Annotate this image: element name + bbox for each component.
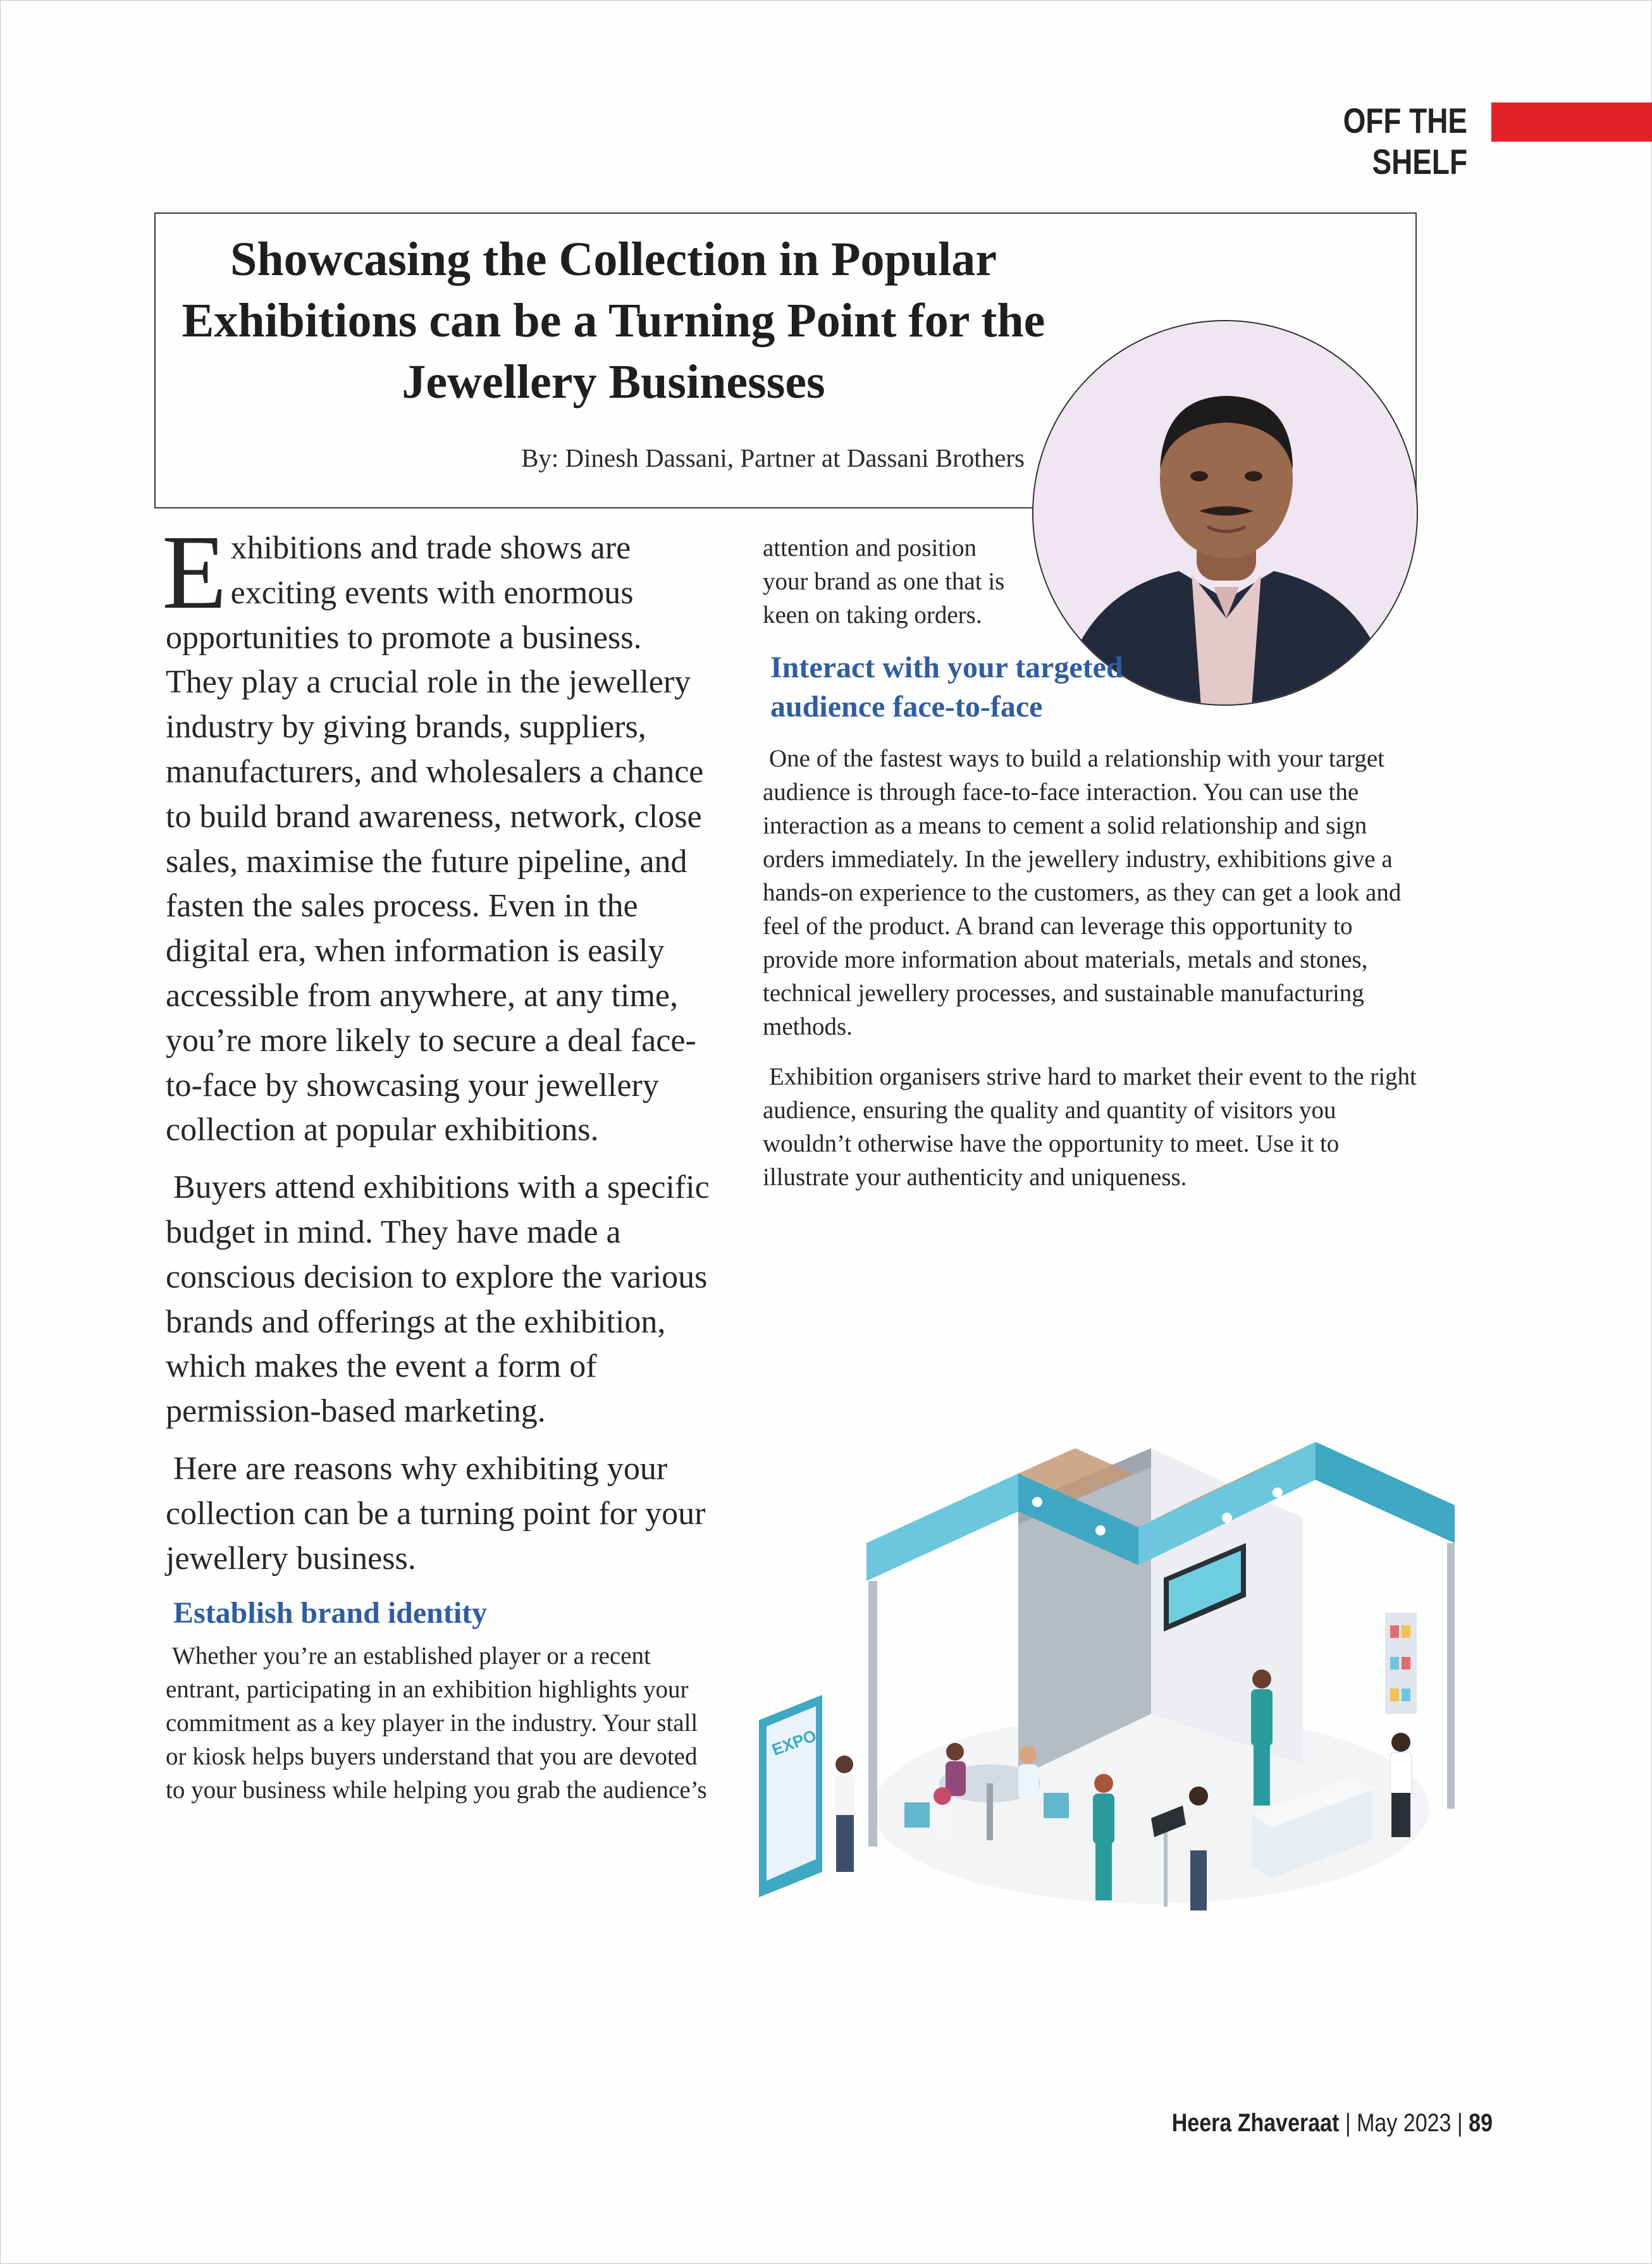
drop-cap: E (162, 514, 227, 631)
section-text-face-to-face-1: One of the fastest ways to build a relationship with your target audience is through face-to-face interaction. You can use the interaction as a means to cement a solid relationship and sign orders immediately. In the jewellery industry, exhibitions give a hands-on experience to the customers, as they can get a look and feel of the product. A brand can leverage this opportunity to provide more information about materials, metals and stones, technical jewellery processes, and sustainable manufacturing methods. (763, 745, 1402, 1040)
issue-date: May 2023 (1357, 2109, 1452, 2137)
intro-text: xhibitions and trade shows are exciting events with enormous opportunities to promote a business. They play a crucial role in the jewellery industry by giving brands, suppliers, manufacturers, and wholesalers a chance to build brand awareness, network, close sales, maximise the future pipeline, and fasten the sales process. Even in the digital era, when information is easily accessible from anywhere, at any time, you’re more likely to secure a deal face-to-face by showcasing your jewellery collection at popular exhibitions. (166, 530, 704, 1148)
page-number: 89 (1469, 2109, 1493, 2137)
section-heading-face-to-face: Interact with your targeted audience face-to-face (770, 651, 1123, 723)
paragraph-buyers: Buyers attend exhibitions with a specific budget in mind. They have made a conscious decision to explore the various brands and offerings at the exhibition, which makes the event a form of permission-based marketing. (166, 1169, 710, 1430)
section-accent-bar (1491, 102, 1652, 142)
paragraph-reasons: Here are reasons why exhibiting your collection can be a turning point for your jewellery business. (166, 1450, 706, 1577)
article-title: Showcasing the Collection in Popular Exhibitions can be a Turning Point for the Jewellery Businesses (182, 233, 1045, 409)
intro-paragraph (162, 514, 710, 1153)
section-text-brand-identity: Whether you’re an established player or a recent entrant, participating in an exhibition highlights your commitment as a key player in the industry. Your stall or kiosk helps buyers understand that you are devoted to your business while helping you grab the audience’s (166, 1642, 707, 1804)
section-text-continued: attention and position your brand as one that is keen on taking orders. (763, 534, 1005, 629)
exhibition-illustration (746, 1423, 1467, 1954)
exhibition-booth-icon (746, 1423, 1467, 1954)
section-label: OFF THE SHELF (1343, 101, 1467, 181)
publication-name: Heera Zhaveraat (1171, 2109, 1340, 2137)
left-column (162, 514, 710, 1819)
page-footer (1138, 2109, 1493, 2138)
byline: By: Dinesh Dassani, Partner at Dassani Brothers (521, 443, 1025, 472)
footer-separator-2: | (1457, 2109, 1463, 2137)
section-text-face-to-face-2: Exhibition organisers strive hard to market their event to the right audience, ensuring the quality and quantity of visitors you wouldn’t otherwise have the opportunity to meet. Use it to illustrate your authenticity and uniqueness. (763, 1063, 1417, 1191)
kiosk-sign: EXPO (769, 1725, 819, 1759)
right-column (763, 531, 1427, 1210)
section-heading-brand-identity: Establish brand identity (173, 1596, 488, 1630)
footer-separator-1: | (1345, 2109, 1351, 2137)
